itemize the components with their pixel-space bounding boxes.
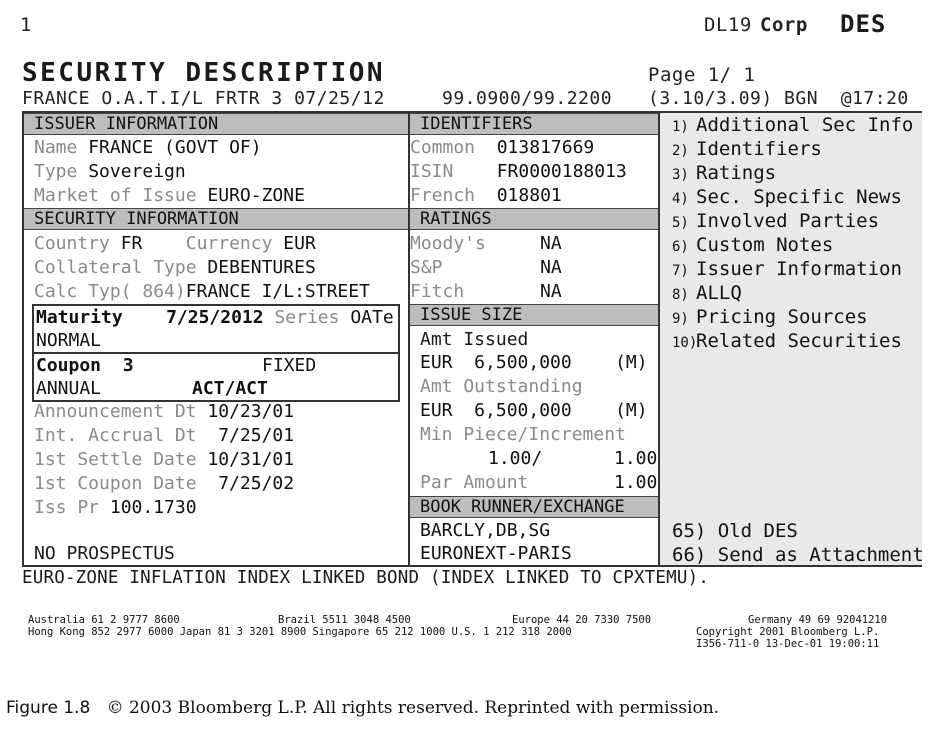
fitch-row xyxy=(410,280,658,304)
amt-issued-value: EUR 6,500,000 xyxy=(420,352,572,373)
caption-text: © 2003 Bloomberg L.P. All rights reserved. Reprinted with permission. xyxy=(106,698,720,718)
coupon-date-row xyxy=(24,472,408,496)
menu-item-old-des[interactable]: 65) Old DES xyxy=(672,520,798,542)
isin-value: FR0000188013 xyxy=(496,161,627,182)
security-description-note: EURO-ZONE INFLATION INDEX LINKED BOND (INDEX LINKED TO CPXTEMU). xyxy=(22,568,710,588)
footer-europe: Europe 44 20 7330 7500 xyxy=(512,614,652,626)
menu-item-issuer-information[interactable]: 7) Issuer Information xyxy=(672,258,902,280)
issuer-name-value: FRANCE (GOVT OF) xyxy=(88,137,262,158)
maturity-label: Maturity xyxy=(36,307,123,328)
fitch-value: NA xyxy=(540,281,562,302)
coupon-type: FIXED xyxy=(262,355,317,376)
footer-brazil: Brazil 5511 3048 4500 xyxy=(278,614,411,626)
coupon-box xyxy=(32,352,400,402)
country-row xyxy=(24,232,408,256)
maturity-value: 7/25/2012 xyxy=(166,307,264,328)
issue-price-label: Iss Pr xyxy=(34,497,100,518)
market-sector: Corp xyxy=(760,14,808,36)
issuer-name-label: Name xyxy=(34,137,78,158)
market-issue-label: Market of Issue xyxy=(34,185,197,206)
announcement-row xyxy=(24,400,408,424)
footer-germany: Germany 49 69 92041210 xyxy=(748,614,888,626)
issue-price-value: 100.1730 xyxy=(109,497,197,518)
coupon-value: 3 xyxy=(122,355,134,376)
maturity-box xyxy=(32,304,400,354)
footer-copyright: Copyright 2001 Bloomberg L.P. xyxy=(696,626,880,638)
ratings-header: RATINGS xyxy=(410,208,658,230)
terminal-id: DL19 xyxy=(704,14,752,36)
page-title: SECURITY DESCRIPTION xyxy=(22,58,386,88)
announcement-label: Announcement Dt xyxy=(34,401,197,422)
coupon-date-label: 1st Coupon Date xyxy=(34,473,197,494)
menu-item-pricing-sources[interactable]: 9) Pricing Sources xyxy=(672,306,868,328)
figure-number: Figure 1.8 xyxy=(6,698,91,718)
calc-type-label: Calc Typ( 864) xyxy=(34,281,186,302)
issue-size-header: ISSUE SIZE xyxy=(410,304,658,326)
accrual-label: Int. Accrual Dt xyxy=(34,425,197,446)
issuer-name-row xyxy=(24,136,408,160)
book-runners: BARCLY,DB,SG xyxy=(420,520,551,541)
increment-value: 1.00 xyxy=(614,448,658,469)
day-count: ACT/ACT xyxy=(192,378,268,399)
issuer-security-column xyxy=(24,113,410,565)
market-issue-value: EURO-ZONE xyxy=(207,185,305,206)
amt-issued-label: Amt Issued xyxy=(420,329,529,350)
security-name: FRANCE O.A.T.I/L FRTR 3 07/25/12 xyxy=(22,88,385,109)
function-code: DES xyxy=(840,10,887,38)
min-piece-label: Min Piece/Increment xyxy=(420,424,626,445)
amt-outstanding-label: Amt Outstanding xyxy=(420,376,583,397)
accrual-row xyxy=(24,424,408,448)
isin-row xyxy=(410,160,658,184)
amt-issued-row xyxy=(410,351,658,375)
calc-type-row xyxy=(24,280,408,304)
sp-value: NA xyxy=(540,257,562,278)
coupon-line xyxy=(36,354,134,378)
settle-value: 10/31/01 xyxy=(207,449,295,470)
common-row xyxy=(410,136,658,160)
amt-outstanding-unit: (M) xyxy=(615,400,648,421)
yield-quote: (3.10/3.09) BGN @17:20 xyxy=(648,88,909,109)
amt-outstanding-row xyxy=(410,399,658,423)
issuer-info-header: ISSUER INFORMATION xyxy=(24,113,408,135)
french-label: French xyxy=(410,185,476,206)
identifiers-header: IDENTIFIERS xyxy=(410,113,658,135)
currency-label: Currency xyxy=(185,233,273,254)
function-menu xyxy=(660,113,922,565)
settle-row xyxy=(24,448,408,472)
common-value: 013817669 xyxy=(496,137,595,158)
issuer-type-value: Sovereign xyxy=(88,161,186,182)
sp-row xyxy=(410,256,658,280)
maturity-type: NORMAL xyxy=(36,330,102,351)
menu-item-involved-parties[interactable]: 5) Involved Parties xyxy=(672,210,880,232)
currency-value: EUR xyxy=(283,233,316,254)
collateral-label: Collateral Type xyxy=(34,257,197,278)
amt-outstanding-value: EUR 6,500,000 xyxy=(420,400,572,421)
menu-item-custom-notes[interactable]: 6) Custom Notes xyxy=(672,234,834,256)
min-piece-value: 1.00/ xyxy=(488,448,543,469)
series-value: OATe xyxy=(350,307,394,328)
settle-label: 1st Settle Date xyxy=(34,449,197,470)
book-runner-header: BOOK RUNNER/EXCHANGE xyxy=(410,496,658,518)
issuer-type-row xyxy=(24,160,408,184)
menu-item-sec-specific-news[interactable]: 4) Sec. Specific News xyxy=(672,186,902,208)
footer-contacts-line2: Hong Kong 852 2977 6000 Japan 81 3 3201 8900 Singapore 65 212 1000 U.S. 1 212 318 2000 xyxy=(28,626,572,638)
issue-price-row xyxy=(24,496,408,520)
menu-item-related-securities[interactable]: 10)Related Securities xyxy=(672,330,902,352)
amt-issued-unit: (M) xyxy=(615,352,648,373)
page-indicator: Page 1/ 1 xyxy=(648,64,756,86)
security-info-header: SECURITY INFORMATION xyxy=(24,208,408,230)
common-label: Common xyxy=(410,137,476,158)
par-amount-label: Par Amount xyxy=(420,472,529,493)
identifiers-column xyxy=(410,113,660,565)
sp-label: S&P xyxy=(410,257,443,278)
collateral-value: DEBENTURES xyxy=(207,257,316,278)
par-amount-value: 1.00 xyxy=(614,472,658,493)
french-value: 018801 xyxy=(496,185,562,206)
prospectus-note: NO PROSPECTUS xyxy=(34,543,175,564)
issuer-type-label: Type xyxy=(34,161,78,182)
collateral-row xyxy=(24,256,408,280)
announcement-value: 10/23/01 xyxy=(207,401,295,422)
menu-item-identifiers[interactable]: 2) Identifiers xyxy=(672,138,822,160)
calc-type-value: FRANCE I/L:STREET xyxy=(185,281,370,302)
moodys-row xyxy=(410,232,658,256)
market-issue-row xyxy=(24,184,408,208)
menu-item-ratings[interactable]: 3) Ratings xyxy=(672,162,777,184)
coupon-label: Coupon xyxy=(36,355,102,376)
security-description-panel xyxy=(22,111,922,567)
maturity-line xyxy=(36,306,394,330)
french-row xyxy=(410,184,658,208)
country-value: FR xyxy=(120,233,143,254)
coupon-date-value: 7/25/02 xyxy=(218,473,295,494)
page-number: 1 xyxy=(20,14,32,36)
menu-item-send-as-attachment[interactable]: 66) Send as Attachment xyxy=(672,544,924,566)
coupon-frequency: ANNUAL xyxy=(36,378,102,399)
series-label: Series xyxy=(274,307,340,328)
moodys-value: NA xyxy=(540,233,562,254)
menu-item-additional-sec-info[interactable]: 1) Additional Sec Info xyxy=(672,114,914,136)
moodys-label: Moody's xyxy=(410,233,486,254)
footer-australia: Australia 61 2 9777 8600 xyxy=(28,614,180,626)
exchange: EURONEXT-PARIS xyxy=(420,543,572,564)
price-quote: 99.0900/99.2200 xyxy=(442,88,613,109)
figure-caption xyxy=(6,698,719,718)
fitch-label: Fitch xyxy=(410,281,465,302)
isin-label: ISIN xyxy=(410,161,454,182)
country-label: Country xyxy=(34,233,110,254)
accrual-value: 7/25/01 xyxy=(218,425,295,446)
menu-item-allq[interactable]: 8) ALLQ xyxy=(672,282,742,304)
footer-timestamp: I356-711-0 13-Dec-01 19:00:11 xyxy=(696,638,880,650)
